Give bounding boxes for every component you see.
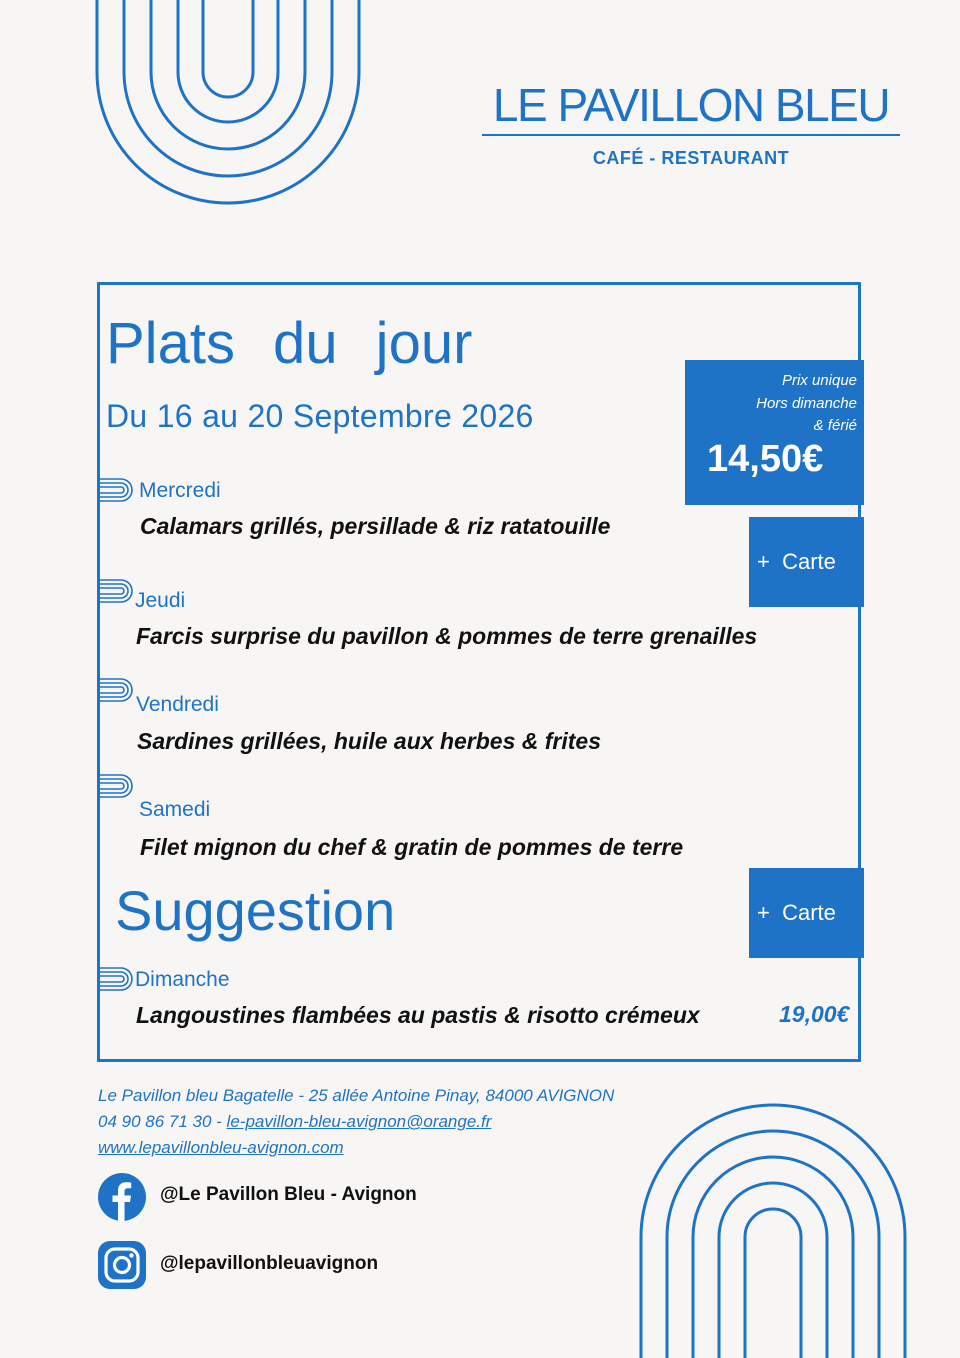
day-label-dimanche: Dimanche — [135, 968, 230, 991]
price-note-line: & férié — [813, 417, 857, 434]
carte-button[interactable]: + Carte — [749, 517, 864, 607]
day-label-samedi: Samedi — [139, 798, 211, 821]
dish-dimanche: Langoustines flambées au pastis & risotto crémeux — [136, 1002, 700, 1028]
line-bullet-icon — [99, 677, 135, 703]
instagram-handle[interactable]: @lepavillonbleuavignon — [160, 1253, 379, 1274]
brand-subtitle: CAFÉ - RESTAURANT — [592, 148, 790, 168]
day-label-jeudi: Jeudi — [135, 589, 186, 612]
facebook-handle[interactable]: @Le Pavillon Bleu - Avignon — [160, 1184, 417, 1205]
price-note-line: Hors dimanche — [756, 394, 857, 412]
suggestion-title: Suggestion — [115, 879, 396, 942]
price-value: 14,50€ — [707, 438, 824, 480]
footer-website — [98, 1138, 344, 1158]
footer-address: Le Pavillon bleu Bagatelle - 25 allée Antoine Pinay, 84000 AVIGNON — [98, 1086, 615, 1105]
day-label-mercredi: Mercredi — [139, 479, 221, 502]
u-arch-decoration — [90, 0, 375, 215]
line-bullet-icon — [99, 773, 135, 799]
price-note-line: Prix unique — [781, 372, 857, 389]
facebook-icon[interactable] — [97, 1172, 147, 1222]
price-note — [756, 370, 857, 438]
dish-samedi: Filet mignon du chef & gratin de pommes de terre — [140, 834, 684, 860]
dish-jeudi: Farcis surprise du pavillon & pommes de terre grenailles — [136, 623, 758, 649]
price-box — [685, 360, 864, 505]
footer-website-link[interactable]: www.lepavillonbleu-avignon.com — [98, 1138, 344, 1157]
footer-email-link[interactable]: le-pavillon-bleu-avignon@orange.fr — [226, 1112, 492, 1131]
carte-button[interactable]: + Carte — [749, 868, 864, 958]
day-label-vendredi: Vendredi — [136, 693, 219, 716]
dish-vendredi: Sardines grillées, huile aux herbes & frites — [137, 728, 602, 754]
suggestion-price: 19,00€ — [779, 1001, 850, 1027]
line-bullet-icon — [99, 477, 135, 503]
brand-divider — [482, 134, 900, 136]
line-bullet-icon — [99, 578, 135, 604]
footer-contact — [98, 1112, 491, 1132]
brand-title: LE PAVILLON BLEU — [492, 79, 890, 131]
menu-title: Plats du jour — [106, 311, 473, 376]
dish-mercredi: Calamars grillés, persillade & riz ratatouille — [140, 513, 611, 539]
n-arch-decoration — [636, 1100, 916, 1358]
menu-dates: Du 16 au 20 Septembre 2026 — [106, 398, 534, 434]
footer-phone: 04 90 86 71 30 - — [98, 1112, 227, 1131]
line-bullet-icon — [99, 966, 135, 992]
instagram-icon[interactable] — [97, 1240, 147, 1290]
